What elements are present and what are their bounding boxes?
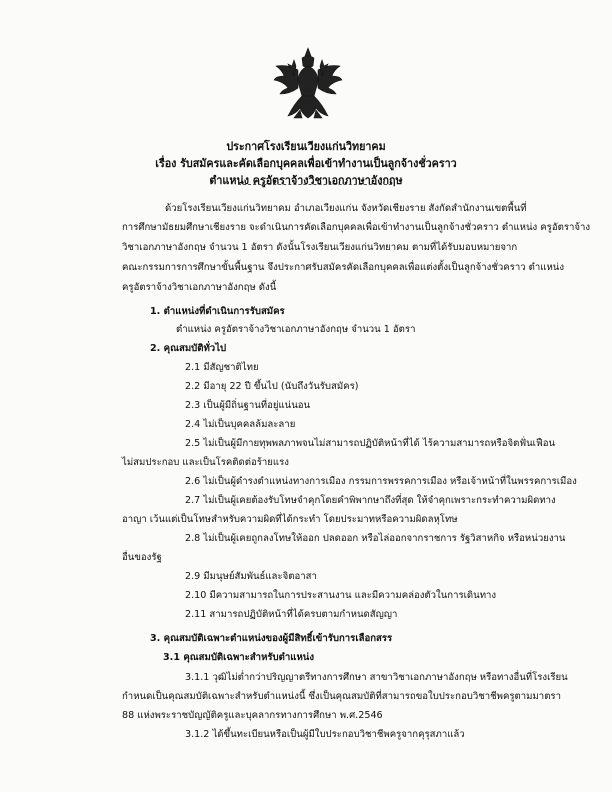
section-1-body: ตำแหน่ง ครูอัตราจ้างวิชาเอกภาษาอังกฤษ จำนวน 1 อัตรา — [176, 324, 416, 335]
list-item: 3.1.1 วุฒิไม่ต่ำกว่าปริญญาตรีทางการศึกษา สาขาวิชาเอกภาษาอังกฤษ หรือทางอื่นที่โรงเรียน — [185, 672, 568, 683]
list-item-continued: ไม่สมประกอบ และเป็นโรคติดต่อร้ายแรง — [122, 457, 289, 468]
list-item: 3.1.2 ได้ขึ้นทะเบียนหรือเป็นผู้มีใบประกอบวิชาชีพครูจากคุรุสภาแล้ว — [185, 729, 465, 740]
list-item: 2.1 มีสัญชาติไทย — [185, 362, 259, 373]
intro-line: ด้วยโรงเรียนเวียงแก่นวิทยาคม อำเภอเวียงแก่น จังหวัดเชียงราย สังกัดสำนักงานเขตพื้นที่ — [165, 203, 527, 214]
section-2-heading: 2. คุณสมบัติทั่วไป — [150, 343, 227, 354]
list-item-continued: 88 แห่งพระราชบัญญัติครูและบุคลากรทางการศึกษา พ.ศ.2546 — [122, 710, 383, 721]
list-item: 2.8 ไม่เป็นผู้เคยถูกลงโทษให้ออก ปลดออก หรือไล่ออกจากราชการ รัฐวิสาหกิจ หรือหน่วยงาน — [185, 533, 566, 544]
announcement-position: ตำแหน่ง ครูอัตราจ้างวิชาเอกภาษาอังกฤษ — [209, 174, 403, 187]
list-item-continued: อาญา เว้นแต่เป็นโทษสำหรับความผิดที่ได้กระทำ โดยประมาทหรือความผิดลหุโทษ — [122, 514, 458, 525]
section-1-heading: 1. ตำแหน่งที่ดำเนินการรับสมัคร — [150, 306, 285, 317]
intro-line: ครูอัตราจ้างวิชาเอกภาษาอังกฤษ ดังนี้ — [122, 282, 277, 293]
intro-line: การศึกษามัธยมศึกษาเชียงราย จะดำเนินการคัดเลือกบุคคลเพื่อเข้าทำงานเป็นลูกจ้างชั่วคราว ตำแหน่ง ครูอัตราจ้าง — [122, 222, 591, 233]
list-item: 2.2 มีอายุ 22 ปี ขึ้นไป (นับถึงวันรับสมัคร) — [185, 381, 359, 392]
list-item: 2.11 สามารถปฏิบัติหน้าที่ได้ครบตามกำหนดสัญญา — [185, 609, 398, 620]
list-item: 2.9 มีมนุษย์สัมพันธ์และจิตอาสา — [185, 571, 317, 582]
list-item-continued: กำหนดเป็นคุณสมบัติเฉพาะสำหรับตำแหน่งนี้ ซึ่งเป็นคุณสมบัติที่สามารถขอใบประกอบวิชาชีพครูตามมาตรา — [122, 691, 561, 702]
list-item: 2.6 ไม่เป็นผู้ดำรงตำแหน่งทางการเมือง กรรมการพรรคการเมือง หรือเจ้าหน้าที่ในพรรคการเมือง — [185, 476, 577, 487]
list-item: 2.10 มีความสามารถในการประสานงาน และมีความคล่องตัวในการเดินทาง — [185, 590, 497, 601]
divider — [238, 184, 392, 185]
garuda-emblem-icon — [272, 46, 344, 122]
section-3-subheading: 3.1 คุณสมบัติเฉพาะสำหรับตำแหน่ง — [163, 652, 315, 663]
announcement-subject: เรื่อง รับสมัครและคัดเลือกบุคคลเพื่อเข้าทำงานเป็นลูกจ้างชั่วคราว — [155, 157, 457, 170]
list-item: 2.7 ไม่เป็นผู้เคยต้องรับโทษจำคุกโดยคำพิพากษาถึงที่สุด ให้จำคุกเพราะกระทำความผิดทาง — [185, 495, 556, 506]
list-item: 2.4 ไม่เป็นบุคคลล้มละลาย — [185, 419, 296, 430]
list-item: 2.3 เป็นผู้มีถิ่นฐานที่อยู่แน่นอน — [185, 400, 311, 411]
intro-line: คณะกรรมการการศึกษาขั้นพื้นฐาน จึงประกาศรับสมัครคัดเลือกบุคคลเพื่อแต่งตั้งเป็นลูกจ้างชั่วคราว ตำแหน่ง — [122, 262, 565, 273]
list-item-continued: อื่นของรัฐ — [122, 552, 162, 563]
section-3-heading: 3. คุณสมบัติเฉพาะตำแหน่งของผู้มีสิทธิ์เข้ารับการเลือกสรร — [150, 633, 393, 644]
list-item: 2.5 ไม่เป็นผู้มีกายทุพพลภาพจนไม่สามารถปฏิบัติหน้าที่ได้ ไร้ความสามารถหรือจิตฟั่นเฟือน — [185, 438, 556, 449]
intro-line: วิชาเอกภาษาอังกฤษ จำนวน 1 อัตรา ดังนั้นโรงเรียนเวียงแก่นวิทยาคม ตามที่ได้รับมอบหมายจาก — [122, 242, 518, 253]
announcement-org: ประกาศโรงเรียนเวียงแก่นวิทยาคม — [226, 140, 386, 153]
